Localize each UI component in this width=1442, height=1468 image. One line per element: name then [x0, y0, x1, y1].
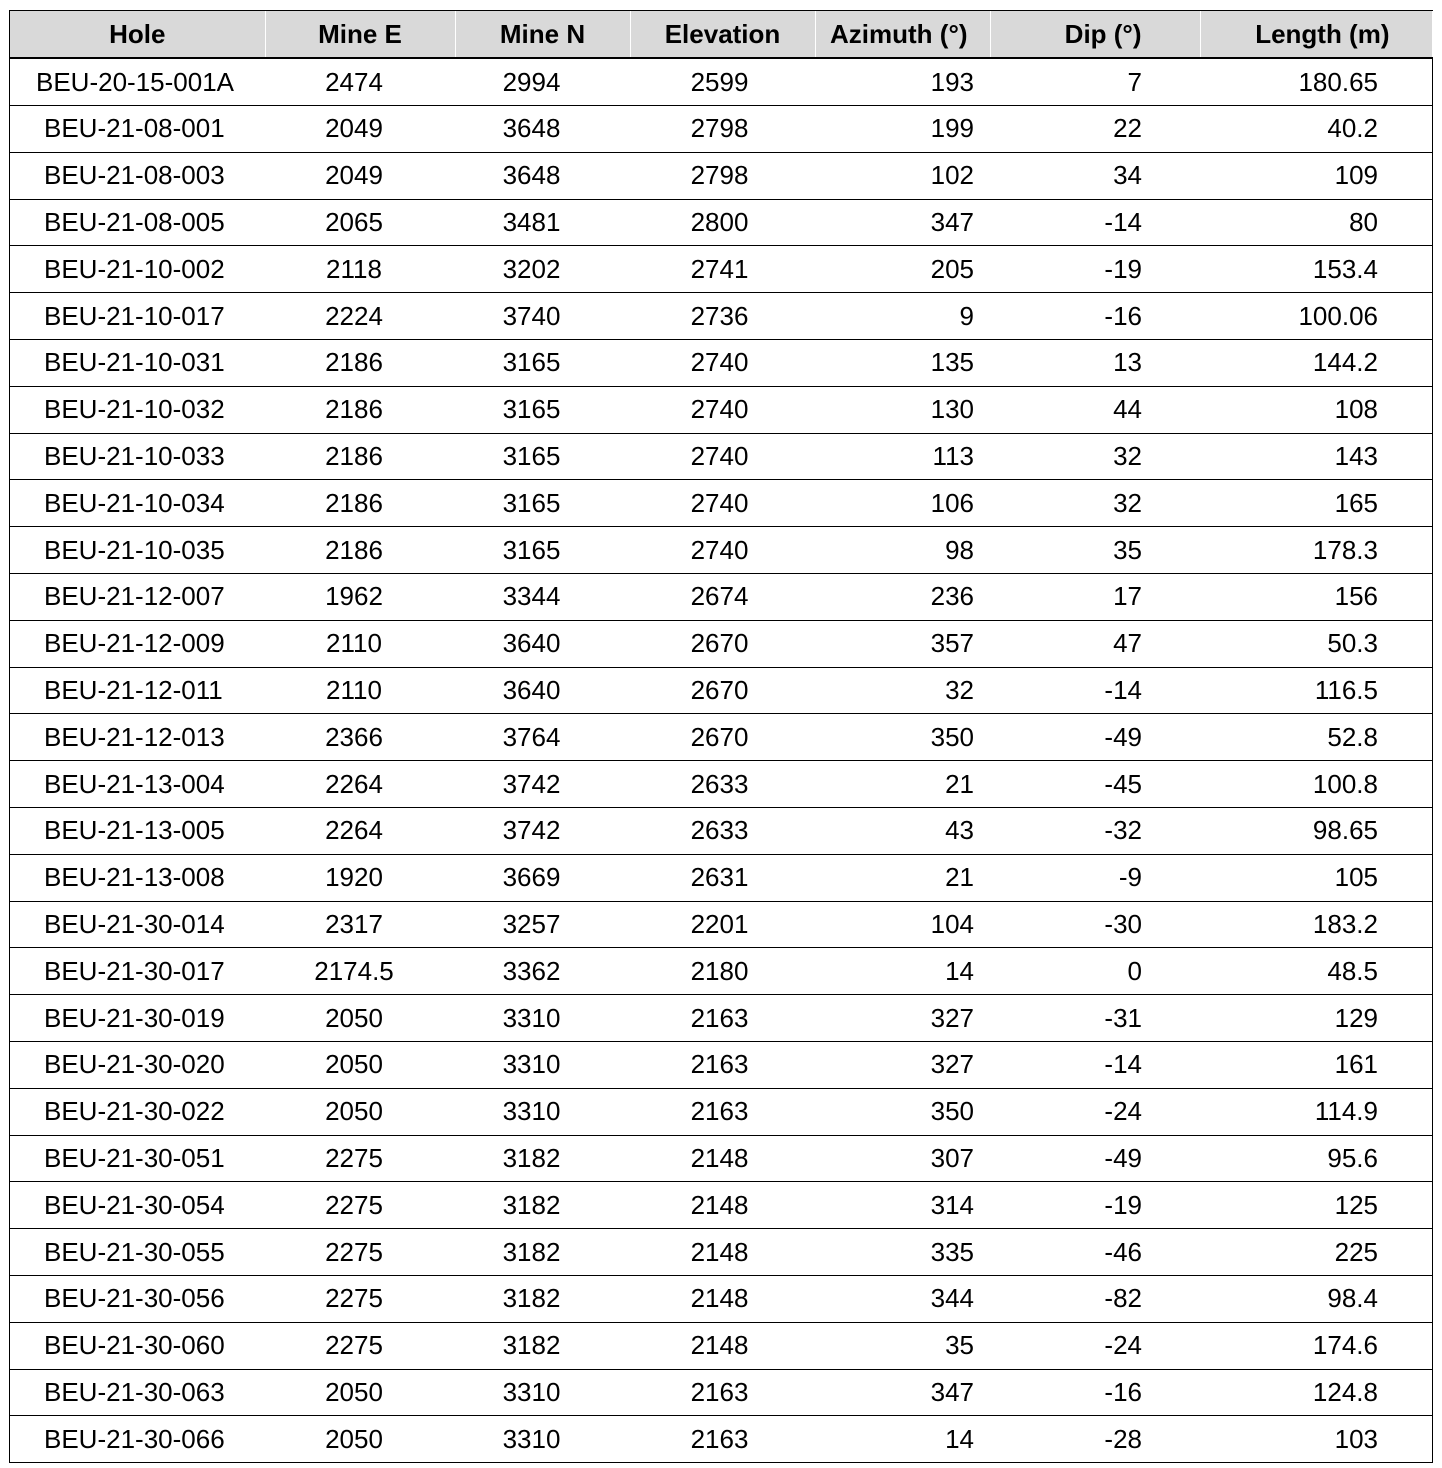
cell-elevation: 2163	[630, 995, 815, 1042]
cell-elevation: 2163	[630, 1369, 815, 1416]
cell-length: 108	[1200, 386, 1432, 433]
table-row	[10, 1135, 1432, 1182]
cell-dip: -19	[990, 1182, 1200, 1229]
cell-azimuth: 350	[815, 714, 990, 761]
cell-dip: 32	[990, 433, 1200, 480]
cell-elevation: 2798	[630, 152, 815, 199]
cell-hole: BEU-21-10-035	[10, 527, 265, 574]
cell-mine-n: 3648	[455, 106, 630, 153]
cell-hole: BEU-21-30-054	[10, 1182, 265, 1229]
cell-length: 124.8	[1200, 1369, 1432, 1416]
cell-azimuth: 21	[815, 761, 990, 808]
cell-elevation: 2148	[630, 1182, 815, 1229]
cell-mine-e: 2174.5	[265, 948, 455, 995]
cell-dip: 35	[990, 527, 1200, 574]
cell-dip: 0	[990, 948, 1200, 995]
cell-hole: BEU-21-30-014	[10, 901, 265, 948]
cell-azimuth: 21	[815, 854, 990, 901]
cell-elevation: 2201	[630, 901, 815, 948]
cell-dip: -82	[990, 1275, 1200, 1322]
cell-elevation: 2740	[630, 433, 815, 480]
cell-azimuth: 350	[815, 1088, 990, 1135]
cell-length: 125	[1200, 1182, 1432, 1229]
cell-length: 165	[1200, 480, 1432, 527]
cell-elevation: 2800	[630, 199, 815, 246]
cell-mine-e: 2275	[265, 1322, 455, 1369]
cell-azimuth: 193	[815, 58, 990, 106]
cell-mine-n: 3182	[455, 1322, 630, 1369]
cell-elevation: 2740	[630, 386, 815, 433]
cell-length: 144.2	[1200, 339, 1432, 386]
table-row	[10, 58, 1432, 106]
cell-hole: BEU-21-30-051	[10, 1135, 265, 1182]
table-row	[10, 106, 1432, 153]
cell-length: 174.6	[1200, 1322, 1432, 1369]
cell-mine-n: 3165	[455, 433, 630, 480]
cell-length: 50.3	[1200, 620, 1432, 667]
cell-elevation: 2740	[630, 339, 815, 386]
cell-azimuth: 106	[815, 480, 990, 527]
cell-mine-n: 3165	[455, 480, 630, 527]
cell-mine-e: 2110	[265, 667, 455, 714]
header-dip: Dip (°)	[990, 11, 1200, 58]
cell-azimuth: 205	[815, 246, 990, 293]
cell-mine-e: 2050	[265, 995, 455, 1042]
cell-elevation: 2633	[630, 761, 815, 808]
cell-mine-e: 2317	[265, 901, 455, 948]
cell-mine-n: 3310	[455, 1088, 630, 1135]
cell-hole: BEU-21-10-032	[10, 386, 265, 433]
cell-length: 48.5	[1200, 948, 1432, 995]
cell-mine-e: 2050	[265, 1369, 455, 1416]
cell-dip: -45	[990, 761, 1200, 808]
table-row	[10, 1369, 1432, 1416]
cell-length: 95.6	[1200, 1135, 1432, 1182]
cell-dip: 17	[990, 573, 1200, 620]
cell-length: 98.4	[1200, 1275, 1432, 1322]
table-row	[10, 573, 1432, 620]
cell-mine-n: 3165	[455, 339, 630, 386]
cell-dip: 13	[990, 339, 1200, 386]
cell-hole: BEU-21-13-004	[10, 761, 265, 808]
cell-azimuth: 113	[815, 433, 990, 480]
cell-mine-n: 3481	[455, 199, 630, 246]
cell-length: 180.65	[1200, 58, 1432, 106]
cell-hole: BEU-21-30-019	[10, 995, 265, 1042]
cell-mine-n: 3310	[455, 1369, 630, 1416]
table-row	[10, 948, 1432, 995]
cell-mine-e: 2224	[265, 293, 455, 340]
cell-mine-n: 3310	[455, 995, 630, 1042]
cell-azimuth: 9	[815, 293, 990, 340]
cell-dip: -16	[990, 293, 1200, 340]
cell-length: 178.3	[1200, 527, 1432, 574]
cell-dip: -14	[990, 199, 1200, 246]
cell-mine-n: 3742	[455, 807, 630, 854]
cell-azimuth: 35	[815, 1322, 990, 1369]
cell-mine-e: 2186	[265, 527, 455, 574]
cell-mine-n: 3182	[455, 1135, 630, 1182]
cell-elevation: 2163	[630, 1416, 815, 1463]
cell-elevation: 2180	[630, 948, 815, 995]
cell-elevation: 2736	[630, 293, 815, 340]
table-row	[10, 761, 1432, 808]
table-row	[10, 1088, 1432, 1135]
cell-mine-n: 3740	[455, 293, 630, 340]
cell-mine-e: 2186	[265, 433, 455, 480]
cell-hole: BEU-21-30-063	[10, 1369, 265, 1416]
cell-hole: BEU-21-08-003	[10, 152, 265, 199]
table-row	[10, 527, 1432, 574]
cell-hole: BEU-21-30-066	[10, 1416, 265, 1463]
cell-mine-e: 2050	[265, 1041, 455, 1088]
cell-mine-n: 3165	[455, 386, 630, 433]
cell-azimuth: 102	[815, 152, 990, 199]
cell-mine-e: 1920	[265, 854, 455, 901]
cell-azimuth: 236	[815, 573, 990, 620]
cell-dip: -32	[990, 807, 1200, 854]
cell-elevation: 2148	[630, 1229, 815, 1276]
cell-elevation: 2670	[630, 620, 815, 667]
table-row	[10, 901, 1432, 948]
cell-dip: -28	[990, 1416, 1200, 1463]
cell-hole: BEU-21-12-009	[10, 620, 265, 667]
table-row	[10, 667, 1432, 714]
table-body	[10, 58, 1432, 1463]
table-header	[10, 11, 1432, 58]
cell-mine-n: 3742	[455, 761, 630, 808]
cell-dip: -24	[990, 1322, 1200, 1369]
cell-dip: -49	[990, 714, 1200, 761]
cell-mine-e: 2275	[265, 1135, 455, 1182]
cell-mine-n: 3362	[455, 948, 630, 995]
cell-dip: 34	[990, 152, 1200, 199]
table-row	[10, 1041, 1432, 1088]
table-row	[10, 1416, 1432, 1463]
cell-mine-n: 2994	[455, 58, 630, 106]
cell-hole: BEU-21-10-002	[10, 246, 265, 293]
cell-azimuth: 327	[815, 1041, 990, 1088]
cell-mine-n: 3257	[455, 901, 630, 948]
table-row	[10, 714, 1432, 761]
cell-dip: -30	[990, 901, 1200, 948]
cell-dip: -14	[990, 1041, 1200, 1088]
cell-length: 100.8	[1200, 761, 1432, 808]
table-row	[10, 854, 1432, 901]
table-row	[10, 246, 1432, 293]
cell-hole: BEU-21-10-034	[10, 480, 265, 527]
header-row	[10, 11, 1432, 58]
cell-length: 116.5	[1200, 667, 1432, 714]
cell-length: 129	[1200, 995, 1432, 1042]
header-elevation: Elevation	[630, 11, 815, 58]
cell-mine-n: 3648	[455, 152, 630, 199]
cell-length: 183.2	[1200, 901, 1432, 948]
cell-mine-e: 2110	[265, 620, 455, 667]
cell-elevation: 2798	[630, 106, 815, 153]
cell-elevation: 2741	[630, 246, 815, 293]
table-row	[10, 995, 1432, 1042]
cell-elevation: 2633	[630, 807, 815, 854]
cell-hole: BEU-21-10-031	[10, 339, 265, 386]
cell-mine-e: 2118	[265, 246, 455, 293]
cell-elevation: 2740	[630, 480, 815, 527]
cell-azimuth: 199	[815, 106, 990, 153]
cell-hole: BEU-21-30-017	[10, 948, 265, 995]
header-length: Length (m)	[1200, 11, 1432, 58]
cell-mine-e: 2474	[265, 58, 455, 106]
cell-mine-n: 3182	[455, 1275, 630, 1322]
cell-mine-e: 2049	[265, 106, 455, 153]
cell-elevation: 2148	[630, 1275, 815, 1322]
cell-azimuth: 347	[815, 1369, 990, 1416]
cell-dip: -19	[990, 246, 1200, 293]
cell-mine-e: 2366	[265, 714, 455, 761]
cell-dip: -49	[990, 1135, 1200, 1182]
table-row	[10, 433, 1432, 480]
cell-elevation: 2163	[630, 1041, 815, 1088]
header-hole: Hole	[10, 11, 265, 58]
cell-mine-e: 2049	[265, 152, 455, 199]
cell-dip: -16	[990, 1369, 1200, 1416]
cell-elevation: 2740	[630, 527, 815, 574]
table-row	[10, 620, 1432, 667]
table-row	[10, 1229, 1432, 1276]
table-row	[10, 386, 1432, 433]
cell-length: 98.65	[1200, 807, 1432, 854]
cell-mine-e: 2264	[265, 761, 455, 808]
cell-azimuth: 344	[815, 1275, 990, 1322]
cell-mine-n: 3182	[455, 1182, 630, 1229]
cell-elevation: 2670	[630, 714, 815, 761]
cell-dip: -31	[990, 995, 1200, 1042]
cell-hole: BEU-21-08-005	[10, 199, 265, 246]
table-row	[10, 480, 1432, 527]
cell-length: 161	[1200, 1041, 1432, 1088]
cell-mine-e: 2050	[265, 1416, 455, 1463]
cell-elevation: 2148	[630, 1322, 815, 1369]
cell-hole: BEU-21-30-022	[10, 1088, 265, 1135]
cell-azimuth: 135	[815, 339, 990, 386]
drill-hole-table-container	[9, 10, 1433, 1463]
cell-hole: BEU-20-15-001A	[10, 58, 265, 106]
cell-mine-n: 3310	[455, 1416, 630, 1463]
cell-mine-n: 3669	[455, 854, 630, 901]
cell-mine-e: 2186	[265, 386, 455, 433]
cell-azimuth: 14	[815, 1416, 990, 1463]
cell-mine-n: 3344	[455, 573, 630, 620]
cell-dip: -14	[990, 667, 1200, 714]
cell-dip: -46	[990, 1229, 1200, 1276]
cell-mine-n: 3764	[455, 714, 630, 761]
table-row	[10, 339, 1432, 386]
cell-elevation: 2674	[630, 573, 815, 620]
cell-azimuth: 32	[815, 667, 990, 714]
cell-hole: BEU-21-30-056	[10, 1275, 265, 1322]
cell-azimuth: 314	[815, 1182, 990, 1229]
table-row	[10, 152, 1432, 199]
header-azimuth: Azimuth (°)	[815, 11, 990, 58]
cell-mine-n: 3182	[455, 1229, 630, 1276]
table-row	[10, 199, 1432, 246]
cell-hole: BEU-21-10-033	[10, 433, 265, 480]
table-row	[10, 1322, 1432, 1369]
cell-hole: BEU-21-08-001	[10, 106, 265, 153]
cell-mine-e: 2186	[265, 480, 455, 527]
header-mine-e: Mine E	[265, 11, 455, 58]
cell-length: 80	[1200, 199, 1432, 246]
cell-azimuth: 130	[815, 386, 990, 433]
cell-mine-e: 2275	[265, 1275, 455, 1322]
cell-dip: -9	[990, 854, 1200, 901]
cell-length: 156	[1200, 573, 1432, 620]
cell-dip: 7	[990, 58, 1200, 106]
cell-mine-e: 2050	[265, 1088, 455, 1135]
cell-length: 52.8	[1200, 714, 1432, 761]
cell-azimuth: 43	[815, 807, 990, 854]
cell-hole: BEU-21-30-020	[10, 1041, 265, 1088]
cell-dip: 44	[990, 386, 1200, 433]
table-row	[10, 807, 1432, 854]
cell-elevation: 2163	[630, 1088, 815, 1135]
cell-hole: BEU-21-13-008	[10, 854, 265, 901]
cell-elevation: 2670	[630, 667, 815, 714]
cell-hole: BEU-21-12-011	[10, 667, 265, 714]
cell-mine-e: 2275	[265, 1229, 455, 1276]
cell-mine-n: 3640	[455, 620, 630, 667]
cell-mine-e: 2186	[265, 339, 455, 386]
cell-hole: BEU-21-30-055	[10, 1229, 265, 1276]
cell-hole: BEU-21-13-005	[10, 807, 265, 854]
cell-length: 225	[1200, 1229, 1432, 1276]
cell-azimuth: 104	[815, 901, 990, 948]
cell-hole: BEU-21-12-007	[10, 573, 265, 620]
table-row	[10, 1182, 1432, 1229]
cell-elevation: 2148	[630, 1135, 815, 1182]
cell-elevation: 2631	[630, 854, 815, 901]
cell-length: 40.2	[1200, 106, 1432, 153]
cell-mine-e: 2275	[265, 1182, 455, 1229]
header-mine-n: Mine N	[455, 11, 630, 58]
cell-azimuth: 307	[815, 1135, 990, 1182]
cell-length: 109	[1200, 152, 1432, 199]
cell-dip: -24	[990, 1088, 1200, 1135]
cell-hole: BEU-21-10-017	[10, 293, 265, 340]
cell-mine-n: 3310	[455, 1041, 630, 1088]
cell-azimuth: 347	[815, 199, 990, 246]
cell-hole: BEU-21-30-060	[10, 1322, 265, 1369]
cell-hole: BEU-21-12-013	[10, 714, 265, 761]
cell-azimuth: 98	[815, 527, 990, 574]
cell-mine-e: 2065	[265, 199, 455, 246]
cell-length: 143	[1200, 433, 1432, 480]
cell-azimuth: 14	[815, 948, 990, 995]
cell-dip: 32	[990, 480, 1200, 527]
cell-mine-n: 3202	[455, 246, 630, 293]
cell-length: 103	[1200, 1416, 1432, 1463]
cell-dip: 22	[990, 106, 1200, 153]
drill-hole-table	[10, 11, 1433, 1463]
cell-mine-n: 3640	[455, 667, 630, 714]
cell-length: 100.06	[1200, 293, 1432, 340]
cell-length: 105	[1200, 854, 1432, 901]
cell-length: 114.9	[1200, 1088, 1432, 1135]
cell-azimuth: 327	[815, 995, 990, 1042]
cell-length: 153.4	[1200, 246, 1432, 293]
table-row	[10, 293, 1432, 340]
cell-azimuth: 335	[815, 1229, 990, 1276]
cell-mine-e: 2264	[265, 807, 455, 854]
cell-dip: 47	[990, 620, 1200, 667]
cell-azimuth: 357	[815, 620, 990, 667]
cell-mine-e: 1962	[265, 573, 455, 620]
cell-elevation: 2599	[630, 58, 815, 106]
cell-mine-n: 3165	[455, 527, 630, 574]
table-row	[10, 1275, 1432, 1322]
